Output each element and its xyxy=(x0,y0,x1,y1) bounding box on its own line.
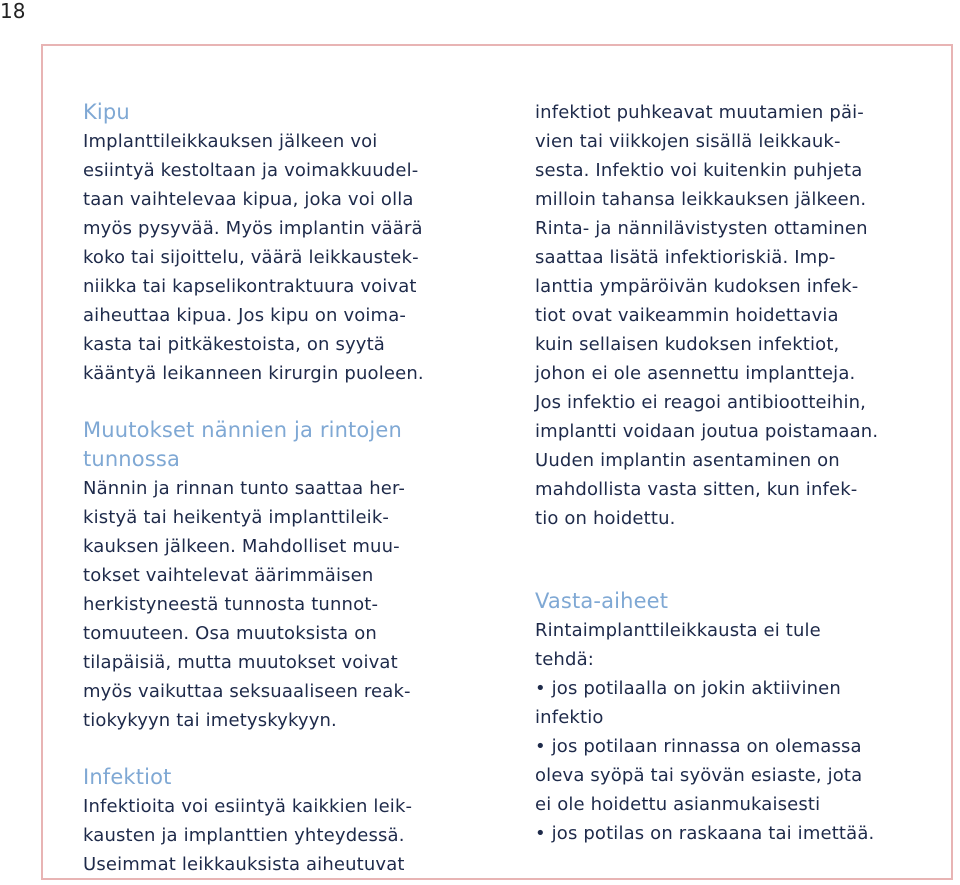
text-line: sesta. Infektio voi kuitenkin puhjeta xyxy=(535,160,863,181)
text-line: Rintaimplanttileikkausta ei tule xyxy=(535,620,821,641)
text-line: kuin sellaisen kudoksen infektiot, xyxy=(535,334,840,355)
text-line: kääntyä leikanneen kirurgin puoleen. xyxy=(83,363,424,384)
text-line: myös vaikuttaa seksuaaliseen reak- xyxy=(83,681,411,702)
section-spacer xyxy=(83,735,483,763)
text-line: infektio xyxy=(535,707,604,728)
text-line: esiintyä kestoltaan ja voimakkuudel- xyxy=(83,160,419,181)
contraindications-list xyxy=(535,616,935,848)
list-item: • jos potilaalla on jokin aktiivinen xyxy=(535,678,841,699)
text-line: ei ole hoidettu asianmukaisesti xyxy=(535,794,821,815)
list-item: • jos potilas on raskaana tai imettää. xyxy=(535,823,875,844)
text-line: oleva syöpä tai syövän esiaste, jota xyxy=(535,765,863,786)
text-line: Useimmat leikkauksista aiheutuvat xyxy=(83,854,405,875)
right-column xyxy=(535,98,935,848)
section-spacer xyxy=(83,388,483,416)
text-line: kauksen jälkeen. Mahdolliset muu- xyxy=(83,536,400,557)
text-line: tomuuteen. Osa muutoksista on xyxy=(83,623,377,644)
infections-paragraph xyxy=(83,792,483,879)
heading-contraindications: Vasta-aiheet xyxy=(535,589,669,613)
text-line: kistyä tai heikentyä implanttileik- xyxy=(83,507,390,528)
text-line: myös pysyvää. Myös implantin väärä xyxy=(83,218,423,239)
text-line: tokset vaihtelevat äärimmäisen xyxy=(83,565,374,586)
section-infections-continued xyxy=(535,98,935,533)
text-line: vien tai viikkojen sisällä leikkauk- xyxy=(535,131,841,152)
text-line: milloin tahansa leikkauksen jälkeen. xyxy=(535,189,867,210)
text-line: tiot ovat vaikeammin hoidettavia xyxy=(535,305,839,326)
heading-sensation xyxy=(83,416,483,474)
text-line: johon ei ole asennettu implantteja. xyxy=(535,363,856,384)
text-line: lanttia ympäröivän kudoksen infek- xyxy=(535,276,859,297)
text-line: Uuden implantin asentaminen on xyxy=(535,450,840,471)
left-column xyxy=(83,98,483,879)
section-spacer xyxy=(535,561,935,587)
pain-paragraph xyxy=(83,127,483,388)
text-line: tehdä: xyxy=(535,649,594,670)
text-line: tilapäisiä, mutta muutokset voivat xyxy=(83,652,398,673)
section-spacer xyxy=(535,533,935,561)
text-line: aiheuttaa kipua. Jos kipu on voima- xyxy=(83,305,407,326)
text-line: herkistyneestä tunnosta tunnot- xyxy=(83,594,379,615)
text-line: tio on hoidettu. xyxy=(535,508,676,529)
section-sensation xyxy=(83,416,483,735)
text-line: taan vaihtelevaa kipua, joka voi olla xyxy=(83,189,414,210)
section-contraindications xyxy=(535,587,935,848)
heading-line: Muutokset nännien ja rintojen xyxy=(83,418,402,442)
text-line: saattaa lisätä infektioriskiä. Imp- xyxy=(535,247,836,268)
section-pain xyxy=(83,98,483,388)
text-line: implantti voidaan joutua poistamaan. xyxy=(535,421,879,442)
text-line: kasta tai pitkäkestoista, on syytä xyxy=(83,334,385,355)
section-infections xyxy=(83,763,483,879)
heading-pain: Kipu xyxy=(83,100,130,124)
text-line: niikka tai kapselikontraktuura voivat xyxy=(83,276,417,297)
list-item: • jos potilaan rinnassa on olemassa xyxy=(535,736,862,757)
text-line: Jos infektio ei reagoi antibiootteihin, xyxy=(535,392,867,413)
heading-infections: Infektiot xyxy=(83,765,172,789)
text-line: tiokykyyn tai imetyskykyyn. xyxy=(83,710,337,731)
text-line: Infektioita voi esiintyä kaikkien leik- xyxy=(83,796,413,817)
text-line: Nännin ja rinnan tunto saattaa her- xyxy=(83,478,406,499)
sensation-paragraph xyxy=(83,474,483,735)
page-number: 18 xyxy=(0,0,26,23)
text-line: infektiot puhkeavat muutamien päi- xyxy=(535,102,864,123)
text-line: koko tai sijoittelu, väärä leikkaustek- xyxy=(83,247,419,268)
text-line: Rinta- ja nännilävistysten ottaminen xyxy=(535,218,868,239)
text-line: kausten ja implanttien yhteydessä. xyxy=(83,825,405,846)
text-line: mahdollista vasta sitten, kun infek- xyxy=(535,479,858,500)
text-line: Implanttileikkauksen jälkeen voi xyxy=(83,131,378,152)
heading-line: tunnossa xyxy=(83,447,180,471)
